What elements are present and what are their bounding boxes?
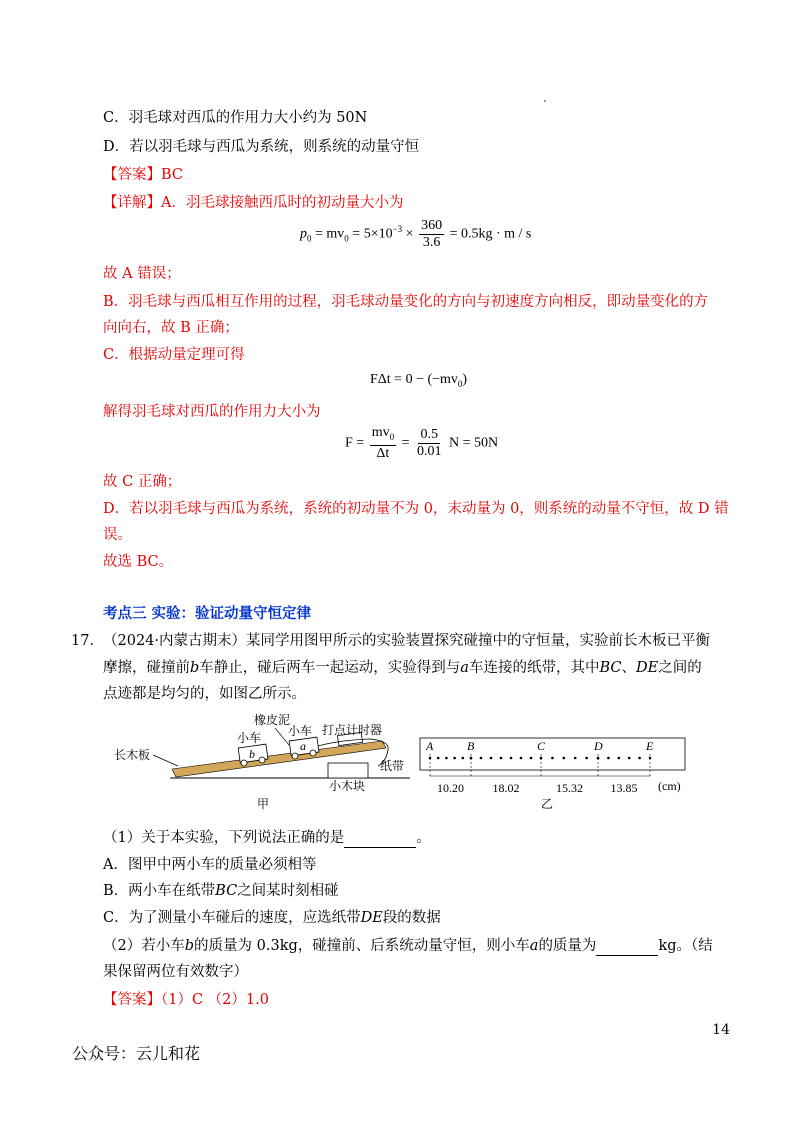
detail-label: 【详解】 (103, 195, 161, 211)
eq1-exp: −3 (392, 224, 403, 235)
option-d: D．若以羽毛球与西瓜为系统，则系统的动量守恒 (103, 139, 420, 155)
tape-distance-label: 13.85 (610, 781, 638, 795)
tape-dot (510, 757, 513, 760)
opt-c-post: 段的数据 (382, 910, 441, 926)
sub1-end: 。 (416, 830, 431, 846)
c-solve: 解得羽毛球对西瓜的作用力大小为 (103, 404, 321, 420)
label-timer: 打点计时器 (322, 723, 383, 737)
eq3-fraction-1: $\frac{mv_0}{\Delta t}$ (371, 425, 395, 461)
sub2-unit: kg。（结 (658, 938, 713, 954)
option-a: A．图甲中两小车的质量必须相等 (103, 857, 317, 873)
label-putty: 橡皮泥 (254, 713, 291, 727)
detail-a-line (103, 193, 403, 213)
sub2-line2: 果保留两位有效数字） (103, 964, 248, 980)
tape-dot (480, 757, 483, 760)
label-board: 长木板 (114, 748, 151, 762)
equation-force: F = $\frac{mv_0}{\Delta t}$ = $\frac{0.5}{0.01}$ N = 50N (345, 425, 499, 461)
eq3-result: N = 50N (448, 435, 499, 451)
wood-block (328, 763, 368, 778)
var-bc: BC (599, 660, 622, 676)
footer-account: 公众号：云儿和花 (72, 1044, 201, 1063)
stem-text-3: 车连接的纸带，其中 (468, 660, 600, 676)
tape-dot (520, 757, 523, 760)
q17-stem-line3: 点迹都是均匀的，如图乙所示。 (103, 686, 306, 702)
tape-dot (628, 757, 631, 760)
tape-dot (618, 757, 621, 760)
sub2-b: b (184, 938, 195, 954)
sub2-mid2: 的质量为 (538, 938, 597, 954)
q17-answer (103, 990, 269, 1010)
opt-c-var: DE (360, 910, 383, 926)
eq3-den2: 0.01 (416, 443, 442, 459)
tape-point-E: E (646, 739, 654, 753)
tape-dot (500, 757, 503, 760)
sub2-blank[interactable] (596, 955, 658, 956)
tape-distance-label: 15.32 (556, 781, 583, 795)
label-block: 小木块 (329, 779, 366, 793)
sub-question-2 (103, 936, 713, 956)
eq1-mid: = mv (315, 226, 345, 242)
label-tape: 纸带 (380, 759, 405, 773)
cart-b-wheel-2 (259, 757, 265, 763)
eq1-num: 360 (421, 218, 443, 233)
eq3-num1: mv (371, 425, 390, 440)
tape-dot (585, 757, 588, 760)
tape-point-C: C (537, 739, 546, 753)
sub1-text: （1）关于本实验，下列说法正确的是 (103, 830, 345, 846)
sub2-a: a (529, 938, 539, 954)
d-line2: 误。 (103, 527, 132, 543)
eq3-fraction-2 (415, 427, 444, 460)
answer-label: 【答案】 (103, 167, 161, 183)
label-jia: 甲 (257, 797, 270, 811)
label-cart-b: 小车 (237, 731, 262, 745)
c-right: 故 C 正确； (103, 474, 182, 490)
label-yi: 乙 (541, 797, 554, 811)
cart-a-label: a (300, 739, 306, 753)
cart-b-wheel-1 (241, 760, 247, 766)
cart-b-label: b (249, 747, 255, 761)
var-a: a (460, 660, 469, 676)
tape-dot (445, 757, 448, 760)
leader-board (153, 755, 178, 766)
a-wrong: 故 A 错误； (103, 266, 181, 282)
q17-answer-label: 【答案】 (103, 992, 161, 1008)
eq1-fraction (419, 218, 444, 251)
tape-dot (574, 757, 577, 760)
apparatus-jia (114, 712, 410, 811)
equation-momentum: $p_0 = mv_0 = 5\times 10^{-3}$ × $\frac{360}{3.6}$ = 0.5kg · m / s (300, 218, 532, 250)
tape-dot (530, 757, 533, 760)
sub2-mid: 的质量为 0.3kg，碰撞前、后系统动量守恒，则小车 (194, 938, 530, 954)
label-cart-a: 小车 (288, 724, 313, 738)
eq3-lhs: F = (345, 435, 365, 451)
eq1-den: 3.6 (422, 235, 441, 250)
eq1-lhs: p (300, 226, 307, 242)
leader-putty (275, 728, 289, 745)
eq2-text: FΔt = 0 − (−mv (370, 372, 458, 387)
tape-dot (462, 757, 465, 760)
opt-b-post: 之间某时刻相碰 (237, 883, 339, 899)
eq3-num2: 0.5 (420, 426, 438, 442)
sub1-blank[interactable] (344, 847, 416, 848)
tape-yi (420, 738, 685, 811)
section-title: 考点三 实验：验证动量守恒定律 (103, 605, 312, 622)
tape-point-A: A (426, 739, 434, 753)
tape-dot (437, 757, 440, 760)
conclusion: 故选 BC。 (103, 554, 174, 570)
tape-point-B: B (467, 739, 475, 753)
b-line1: B．羽毛球与西瓜相互作用的过程，羽毛球动量变化的方向与初速度方向相反，即动量变化的方 (103, 294, 709, 310)
c-intro: C．根据动量定理可得 (103, 347, 245, 363)
tape-dot (563, 757, 566, 760)
stem-text-2: 车静止，碰后两车一起运动，实验得到与 (199, 660, 461, 676)
answer-line (103, 165, 183, 185)
d-line1: D．若以羽毛球与西瓜为系统，系统的初动量不为 0，末动量为 0，则系统的动量不守恒，故 D 错 (103, 501, 729, 517)
sub2-pre: （2）若小车 (103, 938, 185, 954)
label-unit: (cm) (658, 779, 681, 793)
var-de: DE (635, 660, 659, 676)
option-c: C．羽毛球对西瓜的作用力大小约为 50N (103, 110, 368, 126)
var-b: b (190, 660, 200, 676)
q17-number: 17． (71, 633, 104, 649)
q17-stem-line2 (103, 658, 702, 678)
eq1-factor: = 5×10 (352, 226, 393, 242)
option-c2 (103, 908, 441, 928)
cart-a-wheel-2 (310, 750, 316, 756)
sub-question-1 (103, 828, 431, 848)
q17-stem-line1: （2024·内蒙古期末）某同学用图甲所示的实验装置探究碰撞中的守恒量，实验前长木板已平衡 (103, 633, 711, 649)
tape-dot (607, 757, 610, 760)
tape-distance-label: 18.02 (492, 781, 520, 795)
eq1-times: × (405, 226, 414, 242)
tape-dot (453, 757, 456, 760)
opt-c-pre: C．为了测量小车碰后的速度，应选纸带 (103, 910, 361, 926)
detail-a-intro: A．羽毛球接触西瓜时的初动量大小为 (161, 195, 404, 211)
speck (544, 100, 546, 102)
stem-text-1: 摩擦，碰撞前 (103, 660, 190, 676)
tape-distance-label: 10.20 (437, 781, 464, 795)
equation-impulse: $F\Delta t = 0 - (-mv_0)$ (370, 372, 468, 389)
experiment-figure (0, 708, 800, 818)
stem-sep: 、 (621, 660, 636, 676)
q17-answer-value: （1）C （2）1.0 (161, 992, 269, 1008)
tape-dot (490, 757, 493, 760)
eq1-result: = 0.5kg · m / s (449, 226, 532, 242)
page-number: 14 (712, 1022, 730, 1038)
option-b (103, 881, 339, 901)
opt-b-var: BC (215, 883, 238, 899)
cart-a-wheel-1 (292, 753, 298, 759)
tape-point-D: D (594, 739, 603, 753)
b-line2: 向向右，故 B 正确； (103, 320, 239, 336)
tape-dot (638, 757, 641, 760)
opt-b-pre: B．两小车在纸带 (103, 883, 216, 899)
answer-value: BC (161, 167, 184, 183)
eq3-den1: Δt (376, 445, 390, 461)
stem-text-4: 之间的 (658, 660, 702, 676)
tape-dot (551, 757, 554, 760)
